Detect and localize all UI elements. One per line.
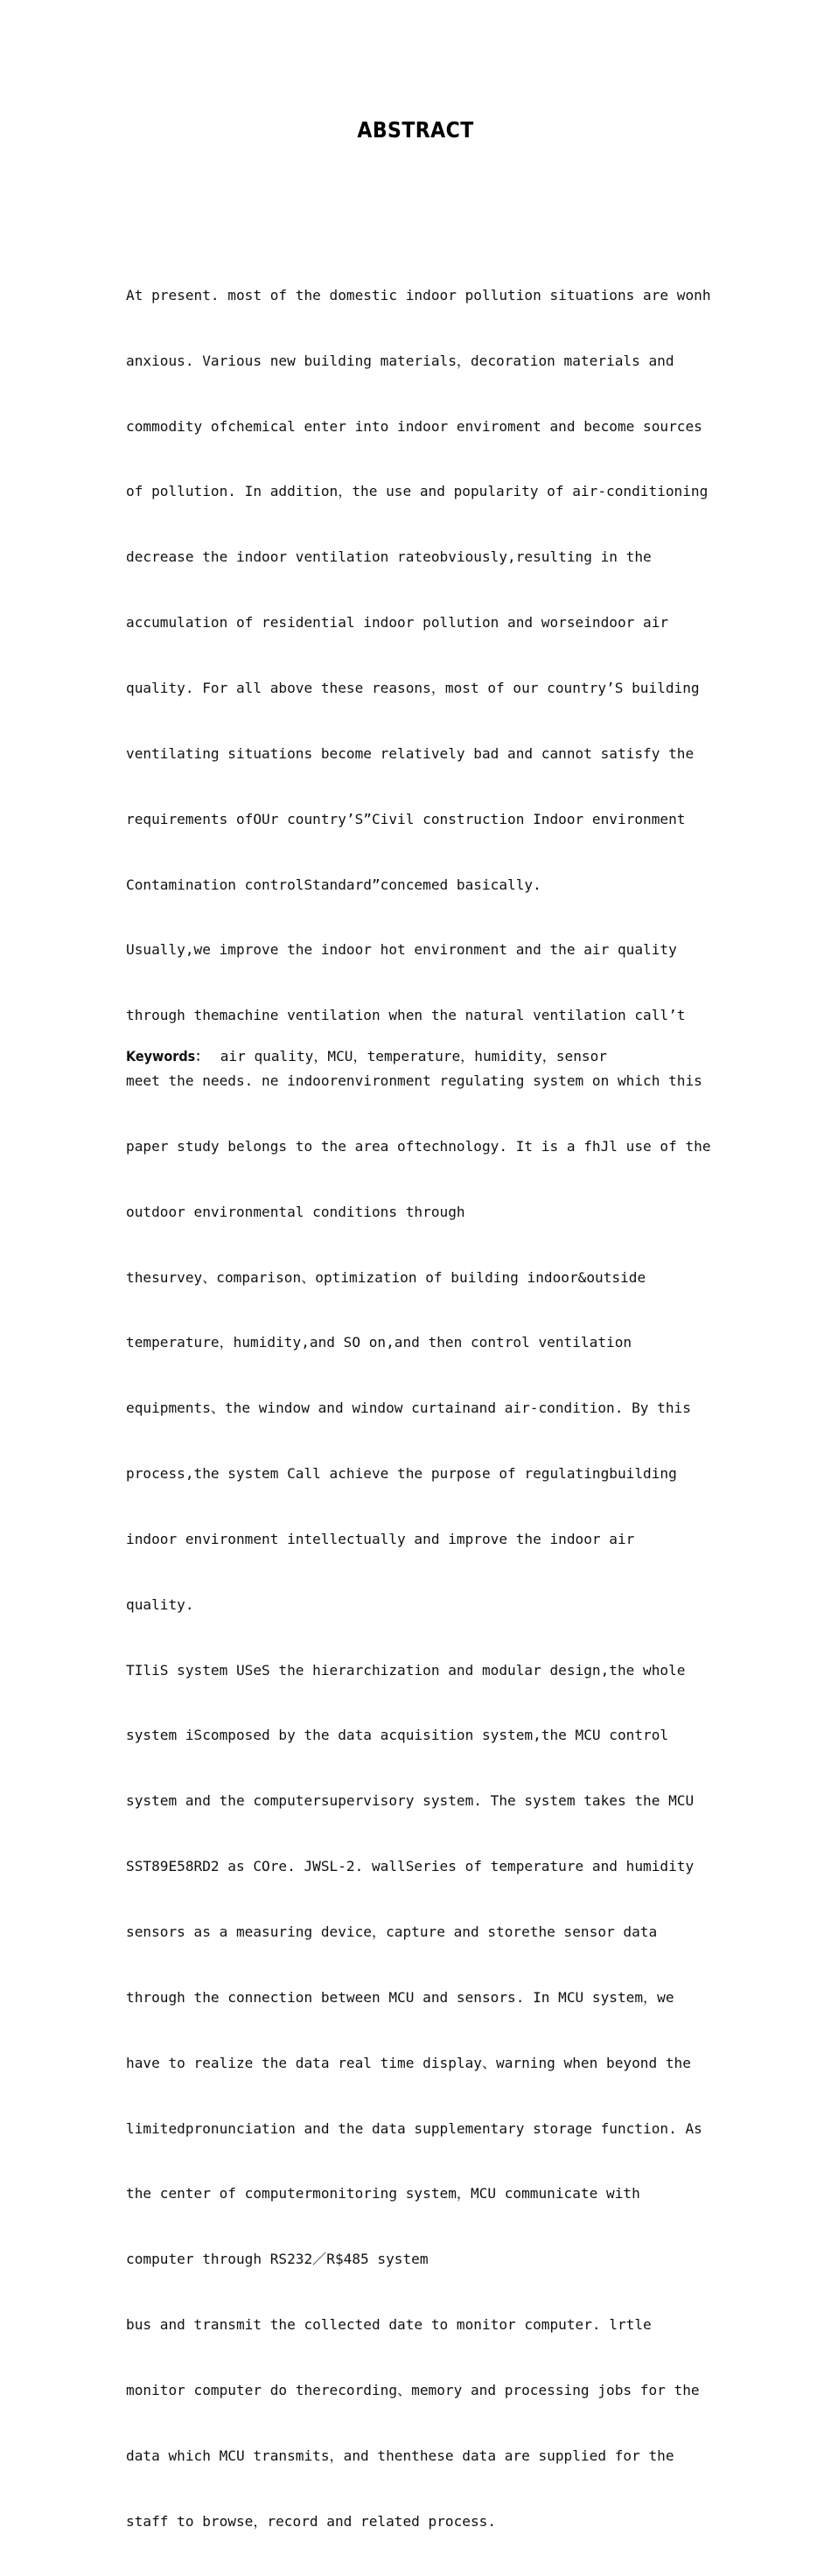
keywords-label: Keywords： [126,1048,208,1065]
abstract-line: monitor computer do therecording、memory and processing jobs for the [126,2381,700,2398]
abstract-line: limitedpronunciation and the data supplementary storage function. As [126,2119,702,2137]
abstract-line: outdoor environmental conditions through [126,1203,465,1220]
abstract-line: bus and transmit the collected date to monitor computer. lrtle [126,2316,652,2334]
abstract-line: At present. most of the domestic indoor pollution situations are wonh [126,286,711,304]
abstract-line: data which MCU transmits，and thenthese data are supplied for the [126,2447,674,2464]
keywords-line [126,1046,738,1067]
abstract-line: of pollution. In addition，the use and popularity of air-conditioning [126,483,709,500]
abstract-line: paper study belongs to the area oftechnology. It is a fhJl use of the [126,1137,711,1155]
abstract-line: have to realize the data real time display、warning when beyond the [126,2054,691,2071]
abstract-line: anxious. Various new building materials，decoration materials and [126,352,674,369]
abstract-line: indoor environment intellectually and improve the indoor air [126,1530,635,1547]
abstract-line: decrease the indoor ventilation rateobviously,resulting in the [126,548,652,566]
abstract-line: meet the needs. ne indoorenvironment regulating system on which this [126,1072,702,1090]
abstract-line: TIliS system USeS the hierarchization and modular design,the whole [126,1661,686,1679]
abstract-line: quality. [126,1595,194,1613]
abstract-line: SST89E58RD2 as COre. JWSL-2. wallSeries of temperature and humidity [126,1858,695,1875]
page-title: ABSTRACT [357,117,474,143]
abstract-line: the center of computermonitoring system，MCU communicate with [126,2185,640,2203]
abstract-line: thesurvey、comparison、optimization of building indoor&outside [126,1268,646,1286]
abstract-line: sensors as a measuring device，capture and storethe sensor data [126,1923,658,1940]
abstract-line: Contamination controlStandard”concemed basically. [126,876,541,893]
abstract-line: computer through RS232／R$485 system [126,2251,429,2268]
abstract-line: quality. For all above these reasons，most of our country’S building [126,679,700,696]
abstract-line: requirements ofOUr country’S”Civil construction Indoor environment [126,810,686,827]
abstract-line: process,the system Call achieve the purpose of regulatingbuilding [126,1465,677,1483]
abstract-line: ventilating situations become relatively bad and cannot satisfy the [126,744,695,762]
keywords-text: air quality，MCU，temperature，humidity，sensor [212,1048,607,1065]
abstract-line: staff to browse，record and related process. [126,2512,497,2530]
abstract-line: equipments、the window and window curtainand air-condition. By this [126,1400,691,1417]
abstract-line: Usually,we improve the indoor hot environment and the air quality [126,941,677,959]
abstract-line: system iScomposed by the data acquisition system,the MCU control [126,1727,669,1744]
abstract-line: temperature，humidity,and SO on,and then control ventilation [126,1334,632,1351]
abstract-body [126,241,721,2576]
abstract-line: through themachine ventilation when the natural ventilation call’t [126,1007,686,1024]
abstract-line: accumulation of residential indoor pollution and worseindoor air [126,614,669,632]
abstract-line: through the connection between MCU and sensors. In MCU system，we [126,1988,674,2006]
abstract-line: system and the computersupervisory system. The system takes the MCU [126,1792,695,1810]
abstract-line: commodity ofchemical enter into indoor enviroment and become sources [126,417,702,435]
